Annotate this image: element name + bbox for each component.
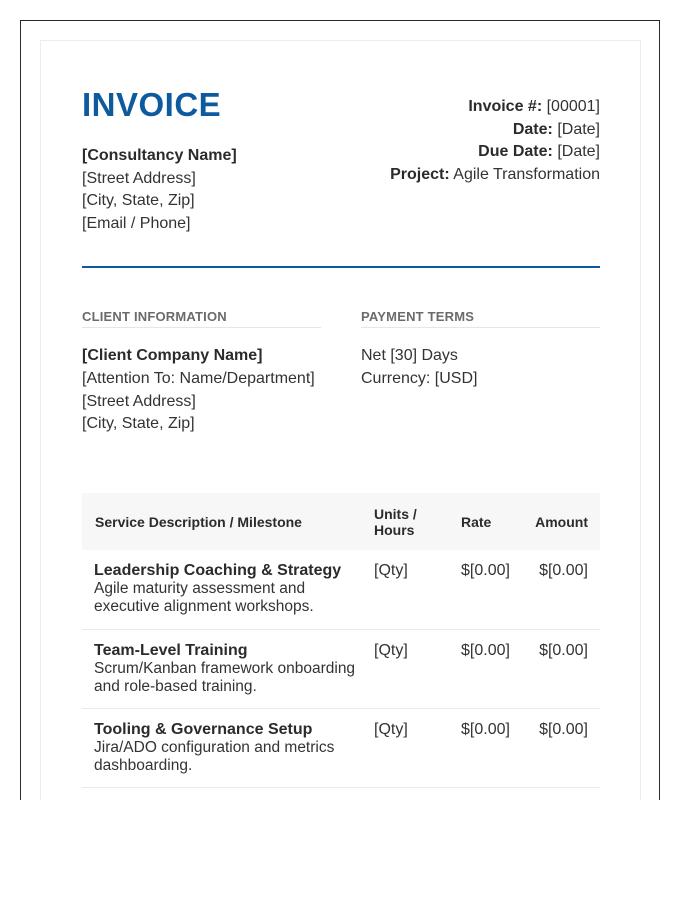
service-description: Jira/ADO configuration and metrics dashboarding. [94, 738, 335, 774]
project-value: Agile Transformation [453, 165, 600, 183]
due-date-line [390, 141, 600, 164]
amount-cell: $[0.00] [535, 708, 600, 787]
rate-cell: $[0.00] [461, 708, 535, 787]
consultancy-street: [Street Address] [82, 169, 196, 187]
invoice-date-label: Date: [512, 120, 553, 138]
invoice-number-value: [00001] [546, 98, 600, 115]
service-title: Tooling & Governance Setup [94, 720, 313, 738]
table-row [82, 708, 600, 787]
amount-cell: $[0.00] [535, 629, 600, 708]
table-row [82, 550, 600, 629]
client-information [82, 310, 321, 436]
service-description: Scrum/Kanban framework onboarding and role-based training. [94, 659, 356, 695]
invoice-date-value: [Date] [557, 120, 600, 138]
column-header-units-line2: Hours [374, 521, 415, 538]
payment-currency: Currency: [USD] [361, 369, 478, 387]
units-cell: [Qty] [374, 550, 461, 629]
table-header-row [82, 493, 600, 550]
project-line [390, 164, 600, 187]
client-information-heading: CLIENT INFORMATION [82, 310, 321, 328]
units-cell: [Qty] [374, 708, 461, 787]
rate-cell: $[0.00] [461, 550, 535, 629]
client-attention: [Attention To: Name/Department] [82, 369, 315, 387]
due-date-label: Due Date: [478, 143, 553, 160]
service-cell [82, 629, 374, 708]
column-header-rate: Rate [461, 513, 492, 530]
units-cell: [Qty] [374, 629, 461, 708]
consultancy-contact: [Email / Phone] [82, 214, 191, 232]
services-table [82, 493, 600, 788]
info-section [82, 310, 600, 436]
due-date-value: [Date] [557, 143, 600, 160]
column-header-units [374, 493, 461, 550]
invoice-date-line [390, 119, 600, 142]
column-header-units-line1: Units / [374, 505, 417, 522]
service-cell [82, 550, 374, 629]
payment-terms [361, 310, 600, 436]
invoice-number-line [390, 96, 600, 119]
invoice-content [82, 82, 600, 788]
column-header-description: Service Description / Milestone [95, 513, 302, 530]
consultancy-city: [City, State, Zip] [82, 192, 195, 209]
project-label: Project: [390, 165, 450, 183]
invoice-number-label: Invoice #: [468, 98, 543, 115]
client-street: [Street Address] [82, 392, 196, 410]
invoice-header [82, 82, 600, 268]
payment-terms-heading: PAYMENT TERMS [361, 310, 600, 328]
consultancy-name: [Consultancy Name] [82, 147, 237, 164]
service-title: Team-Level Training [94, 641, 248, 659]
rate-cell: $[0.00] [461, 629, 535, 708]
table-row [82, 629, 600, 708]
amount-cell: $[0.00] [535, 550, 600, 629]
service-cell [82, 708, 374, 787]
service-description: Agile maturity assessment and executive alignment workshops. [94, 580, 314, 616]
invoice-title: INVOICE [82, 86, 222, 123]
consultancy-block [82, 82, 342, 235]
payment-terms-net: Net [30] Days [361, 347, 458, 364]
client-city: [City, State, Zip] [82, 415, 195, 433]
column-header-amount: Amount [535, 513, 588, 530]
invoice-meta [390, 96, 600, 186]
service-title: Leadership Coaching & Strategy [94, 562, 342, 580]
client-company-name: [Client Company Name] [82, 347, 263, 364]
